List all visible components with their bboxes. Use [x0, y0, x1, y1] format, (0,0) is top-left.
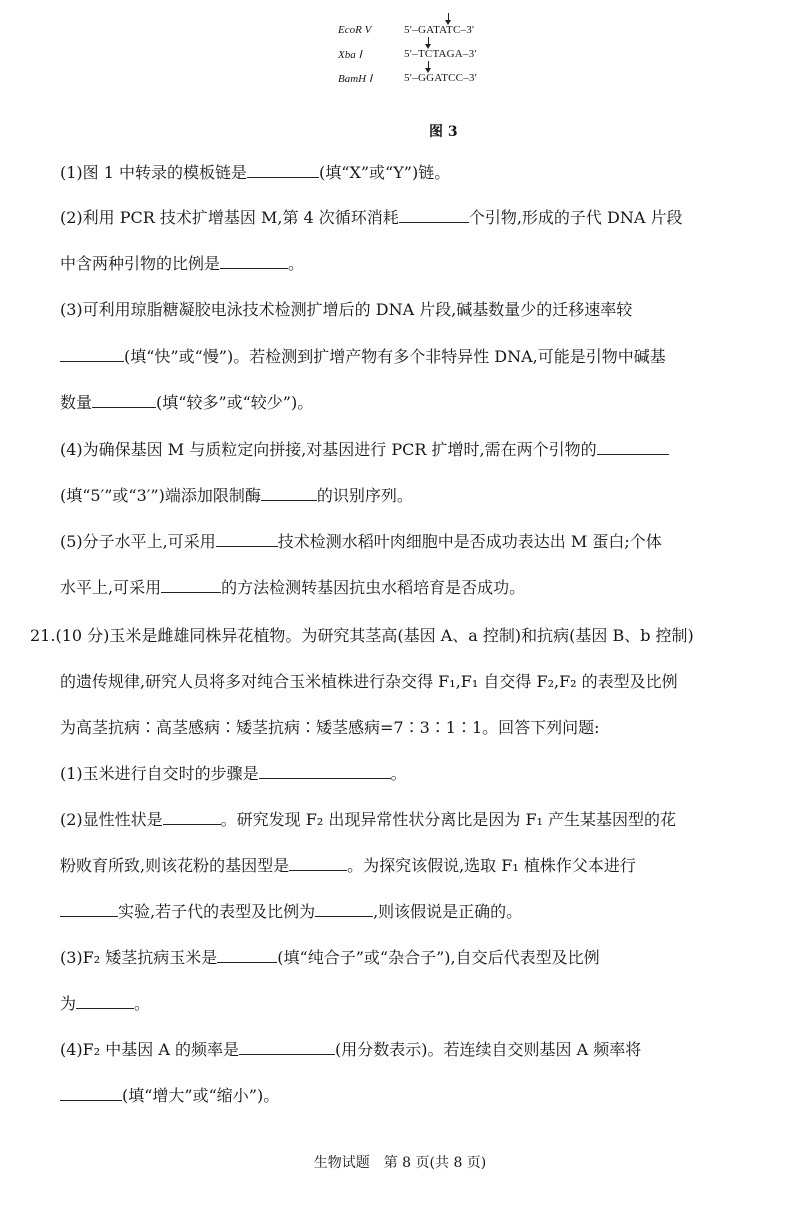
- answer-blank[interactable]: [216, 532, 278, 547]
- enzyme-row-bamhi: [338, 66, 538, 90]
- enzyme-row-xbai: [338, 42, 538, 66]
- answer-blank[interactable]: [315, 902, 373, 917]
- answer-blank[interactable]: [289, 856, 347, 871]
- figure-caption: 图 3: [429, 124, 458, 140]
- q20-part3-line-cont2: 数量 (填“较多”或“较少”)。: [60, 393, 314, 412]
- answer-blank[interactable]: [239, 1040, 335, 1055]
- q20-part2-line: (2)利用 PCR 技术扩增基因 M,第 4 次循环消耗 个引物,形成的子代 DNA 片段: [60, 208, 683, 227]
- q21-part1-line: (1)玉米进行自交时的步骤是 。: [60, 764, 407, 783]
- answer-blank[interactable]: [259, 764, 391, 779]
- answer-blank[interactable]: [92, 393, 156, 408]
- enzyme-name: Xba Ⅰ: [338, 48, 362, 61]
- restriction-enzyme-figure: [338, 18, 538, 90]
- q20-part4-line-cont: (填“5′”或“3′”)端添加限制酶 的识别序列。: [60, 486, 413, 505]
- q20-part5-line-cont: 水平上,可采用 的方法检测转基因抗虫水稻培育是否成功。: [60, 578, 526, 597]
- enzyme-sequence: 5′–TCTAGA–3′: [404, 48, 477, 60]
- q21-stem-line: 21.(10 分)玉米是雌雄同株异花植物。为研究其茎高(基因 A、a 控制)和抗病(基因 B、b 控制): [30, 626, 694, 645]
- answer-blank[interactable]: [217, 948, 277, 963]
- q20-part2-line-cont: 中含两种引物的比例是 。: [60, 254, 305, 273]
- q21-stem-line-cont: 的遗传规律,研究人员将多对纯合玉米植株进行杂交得 F₁,F₁ 自交得 F₂,F₂ 的表型及比例: [60, 672, 678, 691]
- q21-part3-line: (3)F₂ 矮茎抗病玉米是 (填“纯合子”或“杂合子”),自交后代表型及比例: [60, 948, 600, 967]
- enzyme-name: BamH Ⅰ: [338, 72, 373, 85]
- page-footer: 生物试题 第 8 页(共 8 页): [313, 1155, 487, 1171]
- q20-part3-line: (3)可利用琼脂糖凝胶电泳技术检测扩增后的 DNA 片段,碱基数量少的迁移速率较: [60, 300, 633, 319]
- answer-blank[interactable]: [163, 810, 221, 825]
- q21-part2-line-cont2: 实验,若子代的表型及比例为 ,则该假说是正确的。: [60, 902, 522, 922]
- q21-part3-line-cont: 为 。: [60, 994, 151, 1013]
- answer-blank[interactable]: [60, 1086, 122, 1101]
- q21-part4-line-cont: (填“增大”或“缩小”)。: [60, 1086, 279, 1106]
- enzyme-name: EcoR V: [338, 24, 372, 36]
- q21-part4-line: (4)F₂ 中基因 A 的频率是 (用分数表示)。若连续自交则基因 A 频率将: [60, 1040, 642, 1059]
- enzyme-row-ecorv: [338, 18, 538, 42]
- answer-blank[interactable]: [597, 440, 669, 455]
- answer-blank[interactable]: [161, 578, 221, 593]
- q21-part2-line: (2)显性性状是 。研究发现 F₂ 出现异常性状分离比是因为 F₁ 产生某基因型的花: [60, 810, 677, 829]
- answer-blank[interactable]: [399, 208, 469, 223]
- q21-stem-line-cont2: 为高茎抗病∶高茎感病∶矮茎抗病∶矮茎感病=7∶3∶1∶1。回答下列问题:: [60, 718, 600, 737]
- q20-part1-line: (1)图 1 中转录的模板链是 (填“X”或“Y”)链。: [60, 163, 451, 182]
- answer-blank[interactable]: [220, 254, 288, 269]
- answer-blank[interactable]: [76, 994, 134, 1009]
- q21-part2-line-cont: 粉败育所致,则该花粉的基因型是 。为探究该假说,选取 F₁ 植株作父本进行: [60, 856, 636, 875]
- q20-part4-line: (4)为确保基因 M 与质粒定向拼接,对基因进行 PCR 扩增时,需在两个引物的: [60, 440, 669, 460]
- q20-part5-line: (5)分子水平上,可采用 技术检测水稻叶肉细胞中是否成功表达出 M 蛋白;个体: [60, 532, 662, 551]
- answer-blank[interactable]: [261, 486, 317, 501]
- q20-part3-line-cont: (填“快”或“慢”)。若检测到扩增产物有多个非特异性 DNA,可能是引物中碱基: [60, 347, 666, 367]
- answer-blank[interactable]: [60, 902, 118, 917]
- enzyme-sequence: 5′–GATATC–3′: [404, 24, 475, 36]
- answer-blank[interactable]: [247, 163, 319, 178]
- enzyme-sequence: 5′–GGATCC–3′: [404, 72, 478, 84]
- answer-blank[interactable]: [60, 347, 124, 362]
